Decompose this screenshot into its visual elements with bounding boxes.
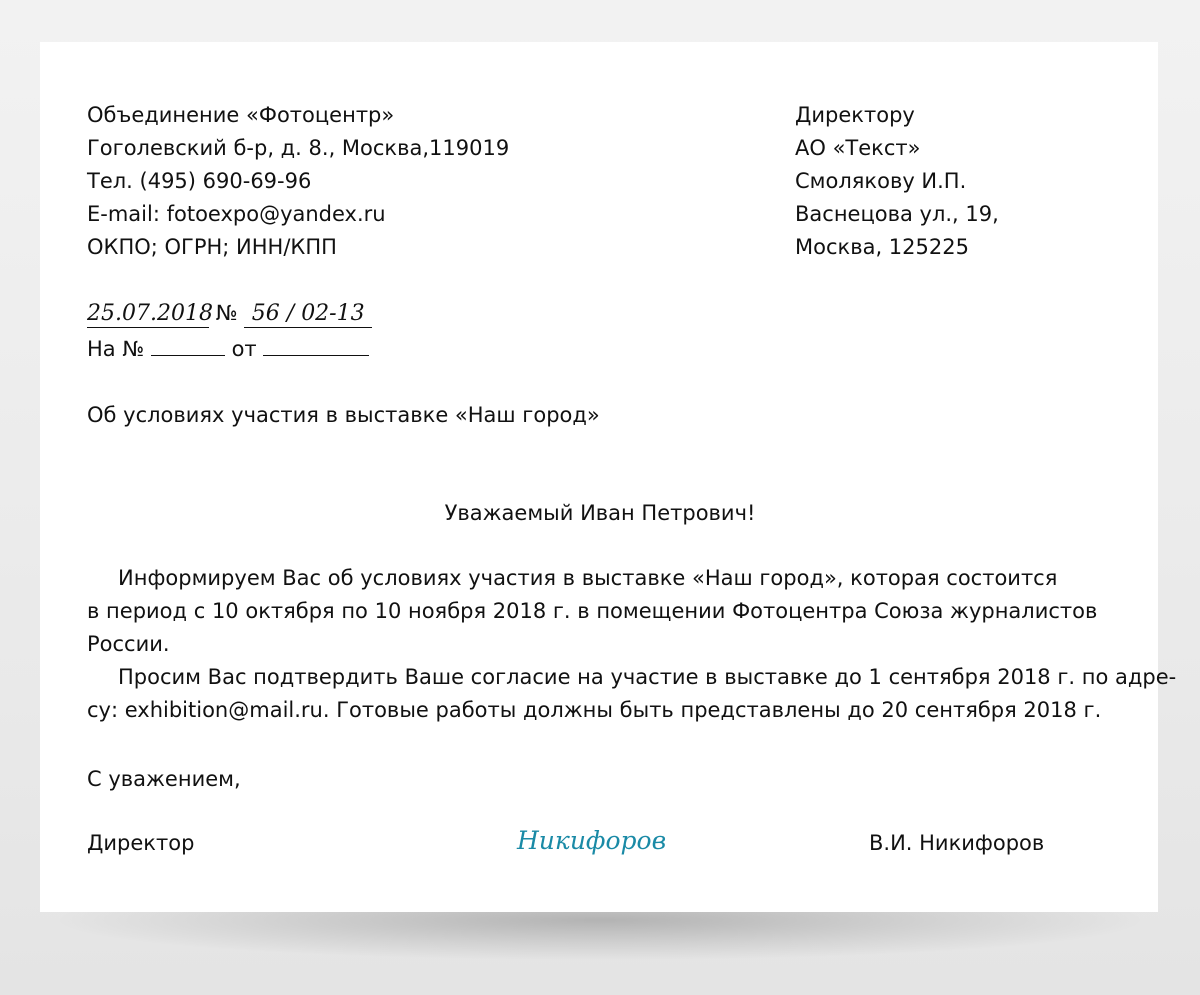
- sender-organization: Объединение «Фотоцентр»: [87, 103, 395, 127]
- reply-date-blank: [263, 333, 369, 356]
- number-sign: №: [215, 301, 238, 325]
- greeting: Уважаемый Иван Петрович!: [444, 501, 756, 525]
- recipient-name: Смолякову И.П.: [795, 169, 967, 193]
- recipient-city: Москва, 125225: [795, 235, 969, 259]
- sender-address: Гоголевский б-р, д. 8., Москва,119019: [87, 136, 510, 160]
- body-p2-line1: Просим Вас подтвердить Ваше согласие на участие в выставке до 1 сентября 2018 г. по адре-: [118, 665, 1177, 689]
- registration-line: [87, 296, 372, 330]
- closing: С уважением,: [87, 767, 241, 791]
- body-p2-line2: су: exhibition@mail.ru. Готовые работы должны быть представлены до 20 сентября 2018 г.: [87, 698, 1102, 722]
- recipient-company: АО «Текст»: [795, 136, 921, 160]
- sender-codes: ОКПО; ОГРН; ИНН/КПП: [87, 235, 337, 259]
- registration-date: 25.07.2018: [87, 301, 213, 326]
- handwritten-signature: Никифоров: [517, 826, 667, 855]
- reply-prefix: На №: [87, 337, 145, 361]
- body-p1-line2: в период с 10 октября по 10 ноября 2018 г. в помещении Фотоцентра Союза журналистов: [87, 599, 1098, 623]
- reply-from: от: [231, 337, 257, 361]
- sender-email: E-mail: fotoexpo@yandex.ru: [87, 202, 386, 226]
- sender-block: [87, 98, 509, 263]
- recipient-block: [795, 98, 999, 263]
- recipient-position: Директору: [795, 103, 915, 127]
- body-p1-line1: Информируем Вас об условиях участия в выставке «Наш город», которая состоится: [118, 566, 1058, 590]
- reply-number-blank: [151, 333, 225, 356]
- signer-name: В.И. Никифоров: [869, 831, 1045, 855]
- body-p1-line3: России.: [87, 632, 170, 656]
- reply-line: [87, 332, 369, 366]
- signer-title: Директор: [87, 831, 195, 855]
- sender-phone: Тел. (495) 690-69-96: [87, 169, 312, 193]
- letter-subject: Об условиях участия в выставке «Наш город»: [87, 403, 600, 427]
- recipient-street: Васнецова ул., 19,: [795, 202, 999, 226]
- registration-number: 56 / 02-13: [244, 301, 372, 328]
